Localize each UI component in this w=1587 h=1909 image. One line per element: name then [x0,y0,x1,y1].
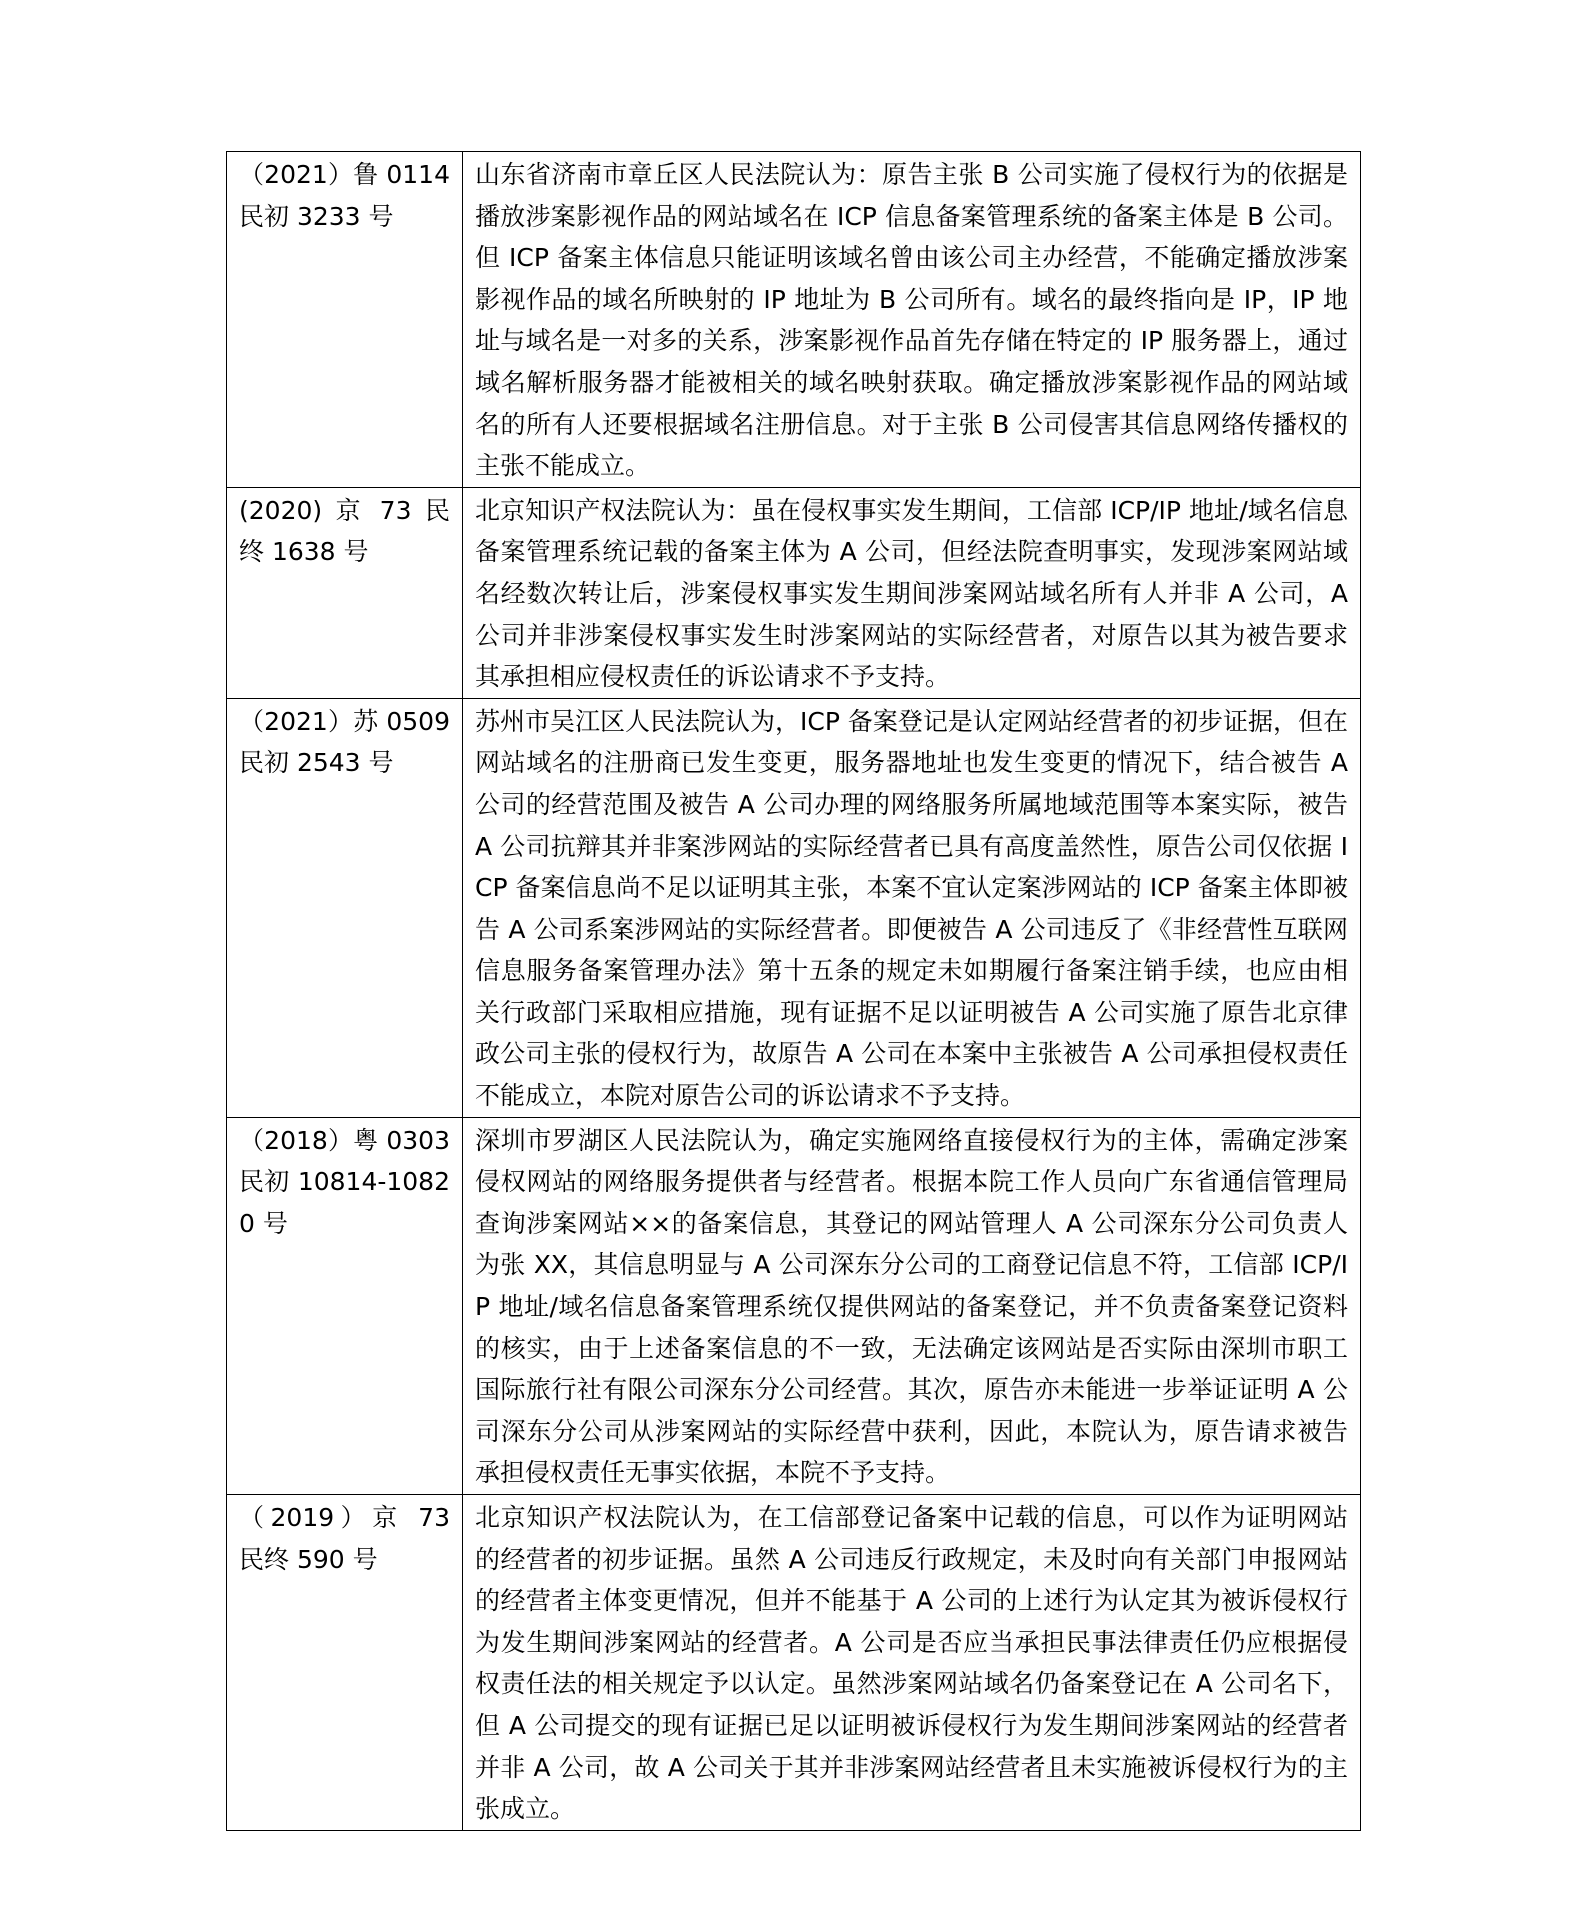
table-row [227,1117,1361,1494]
case-number-cell: （2019）京 73 民终 590 号 [227,1495,463,1831]
case-number-cell: （2021）苏 0509 民初 2543 号 [227,698,463,1117]
court-opinion-cell: 北京知识产权法院认为，在工信部登记备案中记载的信息，可以作为证明网站的经营者的初步证据。虽然 A 公司违反行政规定，未及时向有关部门申报网站的经营者主体变更情况，但并不能基于 A 公司的上述行为认定其为被诉侵权行为发生期间涉案网站的经营者。A 公司是否应当承担民事法律责任仍应根据侵权责任法的相关规定予以认定。虽然涉案网站域名仍备案登记在 A 公司名下，但 A 公司提交的现有证据已足以证明被诉侵权行为发生期间涉案网站的经营者并非 A 公司，故 A 公司关于其并非涉案网站经营者且未实施被诉侵权行为的主张成立。 [463,1495,1361,1831]
case-number-cell: (2020) 京 73 民终 1638 号 [227,487,463,698]
table-row [227,152,1361,488]
court-opinion-cell: 北京知识产权法院认为：虽在侵权事实发生期间，工信部 ICP/IP 地址/域名信息备案管理系统记载的备案主体为 A 公司，但经法院查明事实，发现涉案网站域名经数次转让后，涉案侵权事实发生期间涉案网站域名所有人并非 A 公司，A 公司并非涉案侵权事实发生时涉案网站的实际经营者，对原告以其为被告要求其承担相应侵权责任的诉讼请求不予支持。 [463,487,1361,698]
case-number-cell: （2018）粤 0303 民初 10814-10820 号 [227,1117,463,1494]
case-table-body [227,152,1361,1831]
table-row [227,487,1361,698]
court-opinion-cell: 苏州市吴江区人民法院认为，ICP 备案登记是认定网站经营者的初步证据，但在网站域名的注册商已发生变更，服务器地址也发生变更的情况下，结合被告 A 公司的经营范围及被告 A 公司办理的网络服务所属地域范围等本案实际，被告 A 公司抗辩其并非案涉网站的实际经营者已具有高度盖然性，原告公司仅依据 ICP 备案信息尚不足以证明其主张，本案不宜认定案涉网站的 ICP 备案主体即被告 A 公司系案涉网站的实际经营者。即便被告 A 公司违反了《非经营性互联网信息服务备案管理办法》第十五条的规定未如期履行备案注销手续，也应由相关行政部门采取相应措施，现有证据不足以证明被告 A 公司实施了原告北京律政公司主张的侵权行为，故原告 A 公司在本案中主张被告 A 公司承担侵权责任不能成立，本院对原告公司的诉讼请求不予支持。 [463,698,1361,1117]
court-opinion-cell: 山东省济南市章丘区人民法院认为：原告主张 B 公司实施了侵权行为的依据是播放涉案影视作品的网站域名在 ICP 信息备案管理系统的备案主体是 B 公司。但 ICP 备案主体信息只能证明该域名曾由该公司主办经营，不能确定播放涉案影视作品的域名所映射的 IP 地址为 B 公司所有。域名的最终指向是 IP，IP 地址与域名是一对多的关系，涉案影视作品首先存储在特定的 IP 服务器上，通过域名解析服务器才能被相关的域名映射获取。确定播放涉案影视作品的网站域名的所有人还要根据域名注册信息。对于主张 B 公司侵害其信息网络传播权的主张不能成立。 [463,152,1361,488]
table-row [227,698,1361,1117]
table-row [227,1495,1361,1831]
case-table [226,151,1361,1831]
court-opinion-cell: 深圳市罗湖区人民法院认为，确定实施网络直接侵权行为的主体，需确定涉案侵权网站的网络服务提供者与经营者。根据本院工作人员向广东省通信管理局查询涉案网站××的备案信息，其登记的网站管理人 A 公司深东分公司负责人为张 XX，其信息明显与 A 公司深东分公司的工商登记信息不符，工信部 ICP/IP 地址/域名信息备案管理系统仅提供网站的备案登记，并不负责备案登记资料的核实，由于上述备案信息的不一致，无法确定该网站是否实际由深圳市职工国际旅行社有限公司深东分公司经营。其次，原告亦未能进一步举证证明 A 公司深东分公司从涉案网站的实际经营中获利，因此，本院认为，原告请求被告承担侵权责任无事实依据，本院不予支持。 [463,1117,1361,1494]
case-number-cell: （2021）鲁 0114 民初 3233 号 [227,152,463,488]
